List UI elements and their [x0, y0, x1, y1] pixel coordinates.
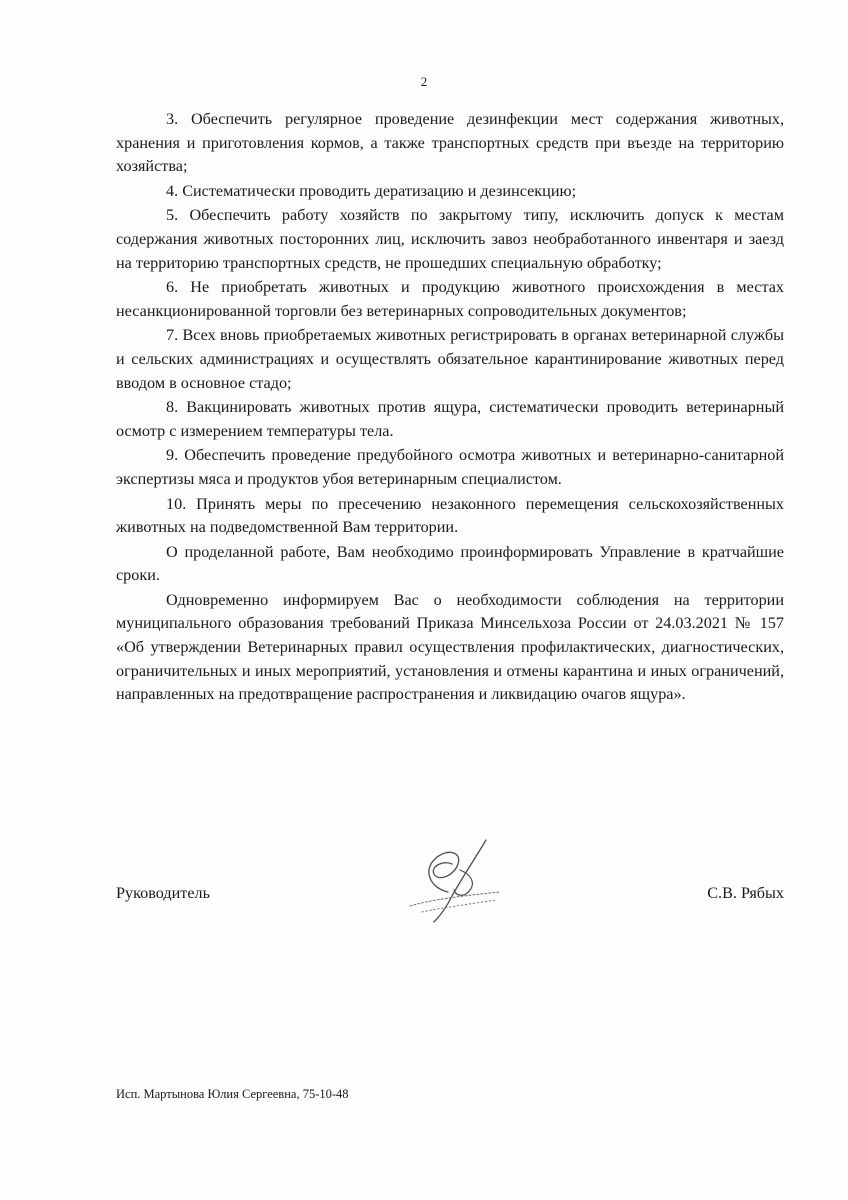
paragraph-item-5: 5. Обеспечить работу хозяйств по закрытому типу, исключить допуск к местам содержания животных посторонних лиц, исключить завоз необработанного инвентаря и заезд на территорию транспортных средств, не прошедших специальную обработку;: [116, 206, 784, 272]
page-number: 2: [420, 74, 428, 89]
paragraph-item-8: 8. Вакцинировать животных против ящура, систематически проводить ветеринарный осмотр с измерением температуры тела.: [116, 398, 784, 440]
paragraph-item-9: 9. Обеспечить проведение предубойного осмотра животных и ветеринарно-санитарной экспертизы мяса и продуктов убоя ветеринарным специалистом.: [116, 446, 784, 488]
position-title: Руководитель: [116, 884, 211, 902]
signature-row: [116, 884, 784, 912]
handwritten-signature: [400, 830, 520, 930]
paragraph-item-7: 7. Всех вновь приобретаемых животных регистрировать в органах ветеринарной службы и сельских администрациях и осуществлять обязательное карантинирование животных перед вводом в основное стадо;: [116, 326, 784, 392]
paragraph-item-4: 4. Систематически проводить дератизацию и дезинсекцию;: [166, 181, 577, 200]
paragraph-item-10: 10. Принять меры по пресечению незаконного перемещения сельскохозяйственных животных на подведомственной Вам территории.: [116, 494, 784, 537]
paragraph-report-request: О проделанной работе, Вам необходимо проинформировать Управление в кратчайшие сроки.: [116, 542, 784, 585]
document-body: [116, 108, 784, 707]
paragraph-order-notice: Одновременно информируем Вас о необходимости соблюдения на территории муниципального образования требований Приказа Минсельхоза России от 24.03.2021 № 157 «Об утверждении Ветеринарных правил осуществления профилактических, диагностических, ограничительных и иных мероприятий, установления и отмены карантина и иных ограничений, направленных на предотвращение распространения и ликвидацию очагов ящура».: [116, 590, 784, 704]
paragraph-item-3: 3. Обеспечить регулярное проведение дезинфекции мест содержания животных, хранения и приготовления кормов, а также транспортных средств при въезде на территорию хозяйства;: [116, 110, 784, 176]
signer-name: С.В. Рябых: [707, 884, 784, 902]
executor-line: Исп. Мартынова Юлия Сергеевна, 75-10-48: [116, 1087, 349, 1101]
paragraph-item-6: 6. Не приобретать животных и продукцию животного происхождения в местах несанкционированной торговли без ветеринарных сопроводительных документов;: [116, 278, 784, 320]
